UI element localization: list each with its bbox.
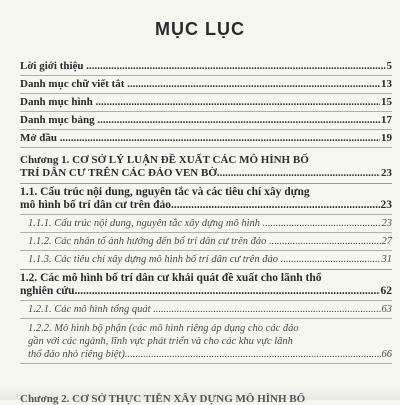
toc-entry-label: Danh mục chữ viết tắt .....	[20, 78, 392, 91]
toc-entry-label: 1.2.1. Các mô hình tổng quát .....	[28, 303, 392, 316]
toc-entry-foreword[interactable]	[20, 60, 392, 73]
divider	[20, 147, 392, 148]
toc-entry-page: 23	[381, 218, 392, 229]
toc-entry-page: 27	[381, 236, 392, 247]
divider	[20, 214, 392, 215]
cut-off-chapter-2-line: Chương 2. CƠ SỞ THỰC TIỄN XÂY DỰNG MÔ HÌNH BỐ	[20, 393, 306, 405]
toc-entry-label: Danh mục bảng .....	[20, 114, 392, 127]
toc-entry-figures[interactable]	[20, 96, 392, 109]
section-title-line: 1.1. Cấu trúc nội dung, nguyên tắc và các tiêu chí xây dựng	[20, 186, 310, 198]
sub-title-line: 1.2.2. Mô hình bộ phận (các mô hình riêng áp dụng cho các đảo	[28, 323, 299, 334]
chapter-title-line: TRÍ DÂN CƯ TRÊN CÁC ĐẢO VEN BỜ	[20, 167, 217, 179]
toc-entry-label: 1.1.3. Các tiêu chí xây dựng mô hình bố trí dân cư trên đảo .....	[28, 253, 392, 266]
sub-title-line: gần với các ngành, lĩnh vực phát triển và cho các khu vực lãnh	[28, 336, 293, 347]
toc-entry-chapter-1[interactable]	[20, 154, 392, 180]
chapter-title-line: Chương 1. CƠ SỞ LÝ LUẬN ĐỀ XUẤT CÁC MÔ HÌNH BỐ	[20, 154, 309, 166]
divider	[20, 250, 392, 251]
toc-entry-page: 5	[386, 60, 392, 72]
toc-entry-introduction[interactable]	[20, 132, 392, 145]
divider	[20, 232, 392, 233]
toc-entry-label: 1.1.2. Các nhân tố ảnh hưởng đến bố trí dân cư trên đảo .....	[28, 235, 392, 248]
divider	[20, 129, 392, 130]
toc-entry-page: 23	[381, 167, 392, 179]
sub-title-line: thổ đảo nhỏ riêng biệt)	[28, 349, 125, 360]
toc-entry-label: Danh mục hình .....	[20, 96, 392, 109]
toc-entry-section-1-2[interactable]	[20, 272, 392, 298]
toc-entry-page: 63	[381, 304, 392, 315]
toc-entry-page: 17	[381, 114, 392, 126]
toc-entry-label: Lời giới thiệu .....	[20, 60, 392, 73]
toc-entry-page: 13	[381, 78, 392, 90]
divider	[20, 363, 392, 364]
toc-entry-1-2-2[interactable]	[20, 322, 392, 361]
table-of-contents	[20, 60, 392, 366]
divider	[20, 300, 392, 301]
toc-entry-1-1-2[interactable]	[20, 235, 392, 248]
divider	[20, 111, 392, 112]
toc-entry-page: 66	[381, 349, 392, 360]
toc-entry-1-2-1[interactable]	[20, 303, 392, 316]
divider	[20, 93, 392, 94]
toc-entry-1-1-1[interactable]	[20, 217, 392, 230]
toc-entry-section-1-1[interactable]	[20, 186, 392, 212]
section-title-line: 1.2. Các mô hình bố trí dân cư khái quát đề xuất cho lãnh thổ	[20, 272, 322, 284]
divider	[20, 269, 392, 270]
divider	[20, 183, 392, 184]
section-title-line: mô hình bố trí dân cư trên đảo	[20, 199, 171, 211]
toc-entry-label: 1.1.1. Cấu trúc nội dung, nguyên tắc xây dựng mô hình .....	[28, 217, 392, 230]
toc-entry-tables[interactable]	[20, 114, 392, 127]
toc-entry-page: 62	[380, 285, 392, 297]
divider	[20, 75, 392, 76]
page-title: MỤC LỤC	[155, 19, 245, 39]
toc-entry-page: 31	[381, 254, 392, 265]
section-title-line: nghiên cứu	[20, 285, 75, 297]
toc-entry-page: 23	[380, 199, 392, 211]
toc-entry-abbreviations[interactable]	[20, 78, 392, 91]
toc-entry-1-1-3[interactable]	[20, 253, 392, 266]
toc-entry-label: Mở đầu .....	[20, 132, 392, 145]
toc-entry-page: 19	[381, 132, 392, 144]
toc-entry-page: 15	[381, 96, 392, 108]
divider	[20, 318, 392, 319]
